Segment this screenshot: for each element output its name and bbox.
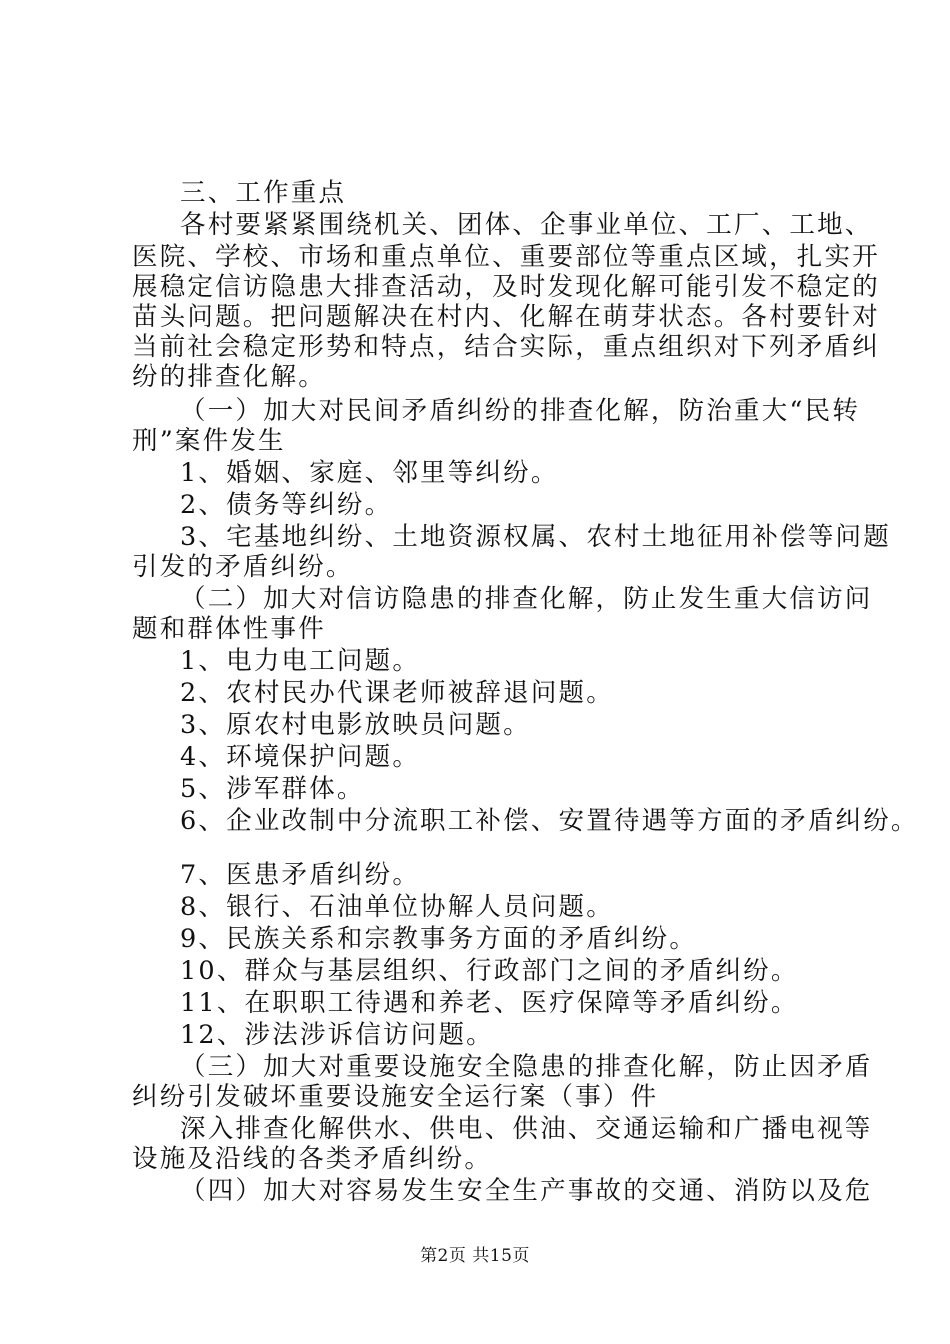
list-item: 2、债务等纠纷。 bbox=[180, 490, 393, 520]
list-item: 1、婚姻、家庭、邻里等纠纷。 bbox=[180, 458, 559, 488]
list-item: 3、宅基地纠纷、土地资源权属、农村土地征用补偿等问题 bbox=[180, 522, 891, 552]
subsection-heading: （四）加大对容易发生安全生产事故的交通、消防以及危 bbox=[180, 1176, 873, 1206]
subsection-heading: （一）加大对民间矛盾纠纷的排查化解，防治重大“民转 bbox=[180, 396, 861, 426]
subsection-heading: 纠纷引发破坏重要设施安全运行案（事）件 bbox=[132, 1082, 659, 1112]
list-item: 6、企业改制中分流职工补偿、安置待遇等方面的矛盾纠纷。 bbox=[180, 806, 919, 836]
list-item: 8、银行、石油单位协解人员问题。 bbox=[180, 892, 614, 922]
list-item: 引发的矛盾纠纷。 bbox=[132, 552, 354, 582]
list-item: 4、环境保护问题。 bbox=[180, 742, 421, 772]
paragraph-line: 苗头问题。把问题解决在村内、化解在萌芽状态。各村要针对 bbox=[132, 302, 880, 332]
list-item: 10、群众与基层组织、行政部门之间的矛盾纠纷。 bbox=[180, 956, 799, 986]
paragraph-line: 医院、学校、市场和重点单位、重要部位等重点区域，扎实开 bbox=[132, 242, 880, 272]
list-item: 9、民族关系和宗教事务方面的矛盾纠纷。 bbox=[180, 924, 698, 954]
paragraph-line: 纷的排查化解。 bbox=[132, 362, 326, 392]
list-item: 5、涉军群体。 bbox=[180, 774, 365, 804]
list-item: 12、涉法涉诉信访问题。 bbox=[180, 1020, 494, 1050]
page-footer: 第2页 共15页 bbox=[420, 1246, 530, 1266]
subsection-heading: 题和群体性事件 bbox=[132, 614, 326, 644]
paragraph-line: 深入排查化解供水、供电、供油、交通运输和广播电视等 bbox=[180, 1114, 873, 1144]
paragraph-line: 当前社会稳定形势和特点，结合实际，重点组织对下列矛盾纠 bbox=[132, 332, 880, 362]
list-item: 2、农村民办代课老师被辞退问题。 bbox=[180, 678, 614, 708]
paragraph-line: 设施及沿线的各类矛盾纠纷。 bbox=[132, 1144, 493, 1174]
section-heading: 三、工作重点 bbox=[180, 178, 347, 208]
list-item: 1、电力电工问题。 bbox=[180, 646, 421, 676]
paragraph-line: 展稳定信访隐患大排查活动，及时发现化解可能引发不稳定的 bbox=[132, 272, 880, 302]
list-item: 3、原农村电影放映员问题。 bbox=[180, 710, 531, 740]
list-item: 11、在职职工待遇和养老、医疗保障等矛盾纠纷。 bbox=[180, 988, 799, 1018]
subsection-heading: （三）加大对重要设施安全隐患的排查化解，防止因矛盾 bbox=[180, 1052, 873, 1082]
subsection-heading: 刑”案件发生 bbox=[132, 426, 286, 456]
list-item: 7、医患矛盾纠纷。 bbox=[180, 860, 421, 890]
subsection-heading: （二）加大对信访隐患的排查化解，防止发生重大信访问 bbox=[180, 584, 873, 614]
paragraph-line: 各村要紧紧围绕机关、团体、企事业单位、工厂、工地、 bbox=[180, 210, 873, 240]
